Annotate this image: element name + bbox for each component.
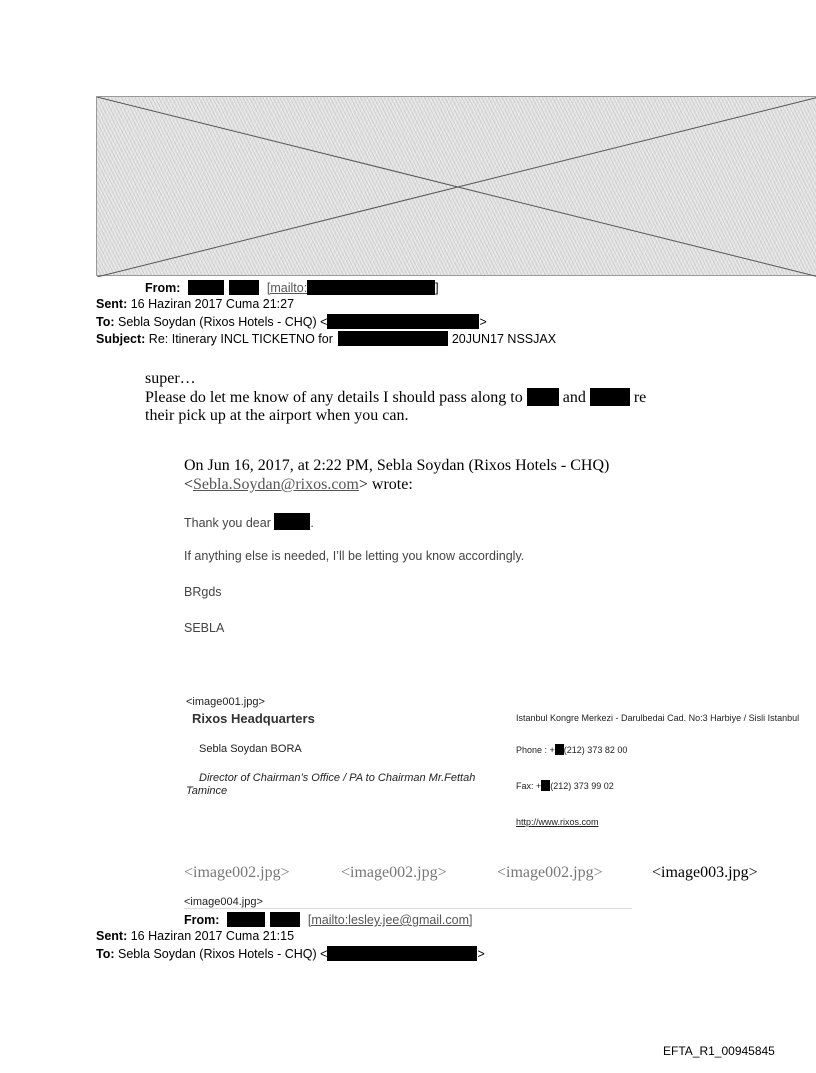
reply-line-3: their pick up at the airport when you can. (145, 407, 409, 424)
redaction (527, 388, 559, 406)
header1-from-line (145, 280, 439, 295)
header2-sent-line (96, 929, 294, 943)
mailto-link[interactable]: [mailto: (266, 281, 308, 295)
sent-label: Sent: (96, 297, 128, 311)
redaction (307, 280, 435, 295)
sent-label: Sent: (96, 929, 128, 943)
subject-label: Subject: (96, 332, 146, 346)
image002-ref: <image002.jpg> (341, 864, 447, 881)
redaction (541, 780, 550, 791)
thanks-text: Thank you dear (184, 516, 271, 530)
email-open: < (184, 476, 194, 493)
to-value: Sebla Soydan (Rixos Hotels - CHQ) < (118, 315, 328, 329)
from-label: From: (184, 913, 220, 927)
person-title (186, 772, 512, 798)
from-label: From: (145, 281, 181, 295)
reply-text: re (633, 389, 647, 406)
fax-line (516, 780, 614, 791)
to-close: > (479, 315, 487, 329)
redaction (338, 331, 448, 346)
quoted-thanks (184, 513, 314, 530)
document-id: EFTA_R1_00945845 (663, 1044, 775, 1058)
header1-to-line (96, 314, 487, 329)
reply-text: Please do let me know of any details I should pass along to (145, 389, 523, 406)
header2-to-line (96, 946, 485, 961)
title-line-1: Director of Chairman’s Office / PA to Chairman Mr.Fettah (199, 772, 476, 784)
to-value: Sebla Soydan (Rixos Hotels - CHQ) < (118, 947, 328, 961)
mailto-link[interactable]: [mailto:lesley.jee@gmail.com] (307, 913, 473, 927)
redaction (274, 513, 310, 530)
reply-line-1: super… (145, 370, 196, 387)
redaction (229, 280, 259, 295)
image001-ref: <image001.jpg> (186, 696, 265, 708)
website-link[interactable]: http://www.rixos.com (516, 817, 599, 827)
image003-ref: <image003.jpg> (652, 864, 758, 881)
phone-number: (212) 373 82 00 (563, 745, 628, 755)
redaction (555, 744, 564, 755)
sent-value: 16 Haziran 2017 Cuma 21:27 (130, 297, 295, 311)
header1-subject-line (96, 331, 556, 346)
quoted-closing: BRgds (184, 585, 222, 599)
thanks-end: . (310, 516, 314, 530)
redaction (590, 388, 630, 406)
to-label: To: (96, 315, 115, 329)
broken-image-cross-icon (97, 97, 816, 277)
to-close: > (477, 947, 485, 961)
address: Istanbul Kongre Merkezi - Darulbedai Cad. No:3 Harbiye / Sisli Istanbul (516, 713, 800, 723)
company-name: Rixos Headquarters (192, 711, 315, 726)
fax-number: (212) 373 99 02 (550, 781, 614, 791)
header2-from-line (184, 912, 472, 927)
title-line-2: Tamince (186, 785, 228, 797)
mailto-close: ] (435, 281, 439, 295)
quoted-email-line (184, 476, 413, 494)
quoted-body: If anything else is needed, I’ll be letting you know accordingly. (184, 549, 525, 563)
separator-line (184, 908, 632, 909)
redaction (327, 946, 477, 961)
reply-text: and (562, 389, 586, 406)
redaction (270, 912, 300, 927)
redaction (227, 912, 265, 927)
email-close: > wrote: (358, 476, 413, 493)
reply-line-2 (145, 388, 646, 407)
quoted-intro: On Jun 16, 2017, at 2:22 PM, Sebla Soydan (Rixos Hotels - CHQ) (184, 457, 610, 474)
phone-label: Phone : + (516, 745, 555, 755)
to-label: To: (96, 947, 115, 961)
subject-suffix: 20JUN17 NSSJAX (451, 332, 557, 346)
subject-value: Re: Itinerary INCL TICKETNO for (148, 332, 333, 346)
missing-image-placeholder (96, 96, 816, 276)
image002-ref: <image002.jpg> (184, 864, 290, 881)
image002-ref: <image002.jpg> (497, 864, 603, 881)
header1-sent-line (96, 297, 294, 311)
person-name: Sebla Soydan BORA (199, 743, 302, 755)
phone-line (516, 744, 627, 755)
sent-value: 16 Haziran 2017 Cuma 21:15 (130, 929, 295, 943)
quoted-name: SEBLA (184, 621, 225, 635)
redaction (188, 280, 224, 295)
fax-label: Fax: + (516, 781, 542, 791)
email-link[interactable]: Sebla.Soydan@rixos.com (193, 476, 359, 493)
image004-ref: <image004.jpg> (184, 896, 263, 908)
redaction (327, 314, 479, 329)
